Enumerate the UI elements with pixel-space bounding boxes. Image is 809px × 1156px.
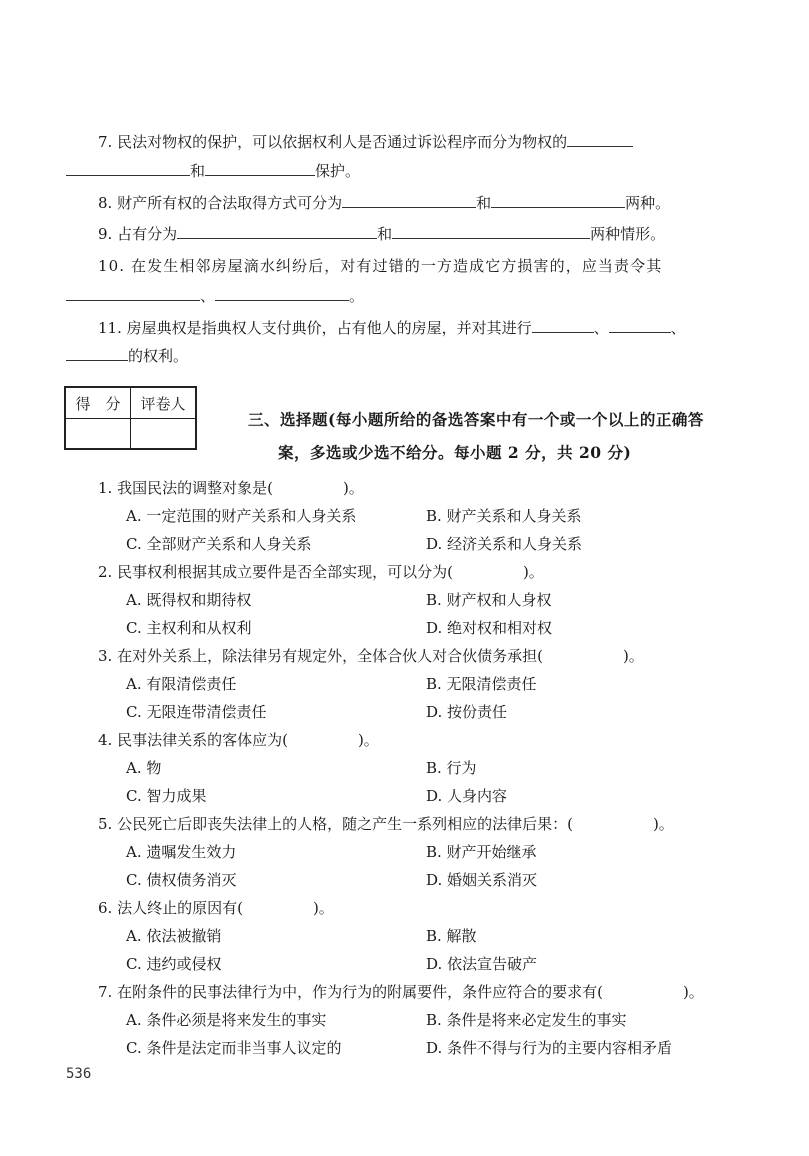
reviewer-cell[interactable] xyxy=(131,419,197,450)
question-stem-close: )。 xyxy=(357,731,379,749)
question-4-option-a[interactable]: A. 物 xyxy=(126,759,162,777)
question-5-option-c[interactable]: C. 债权债务消灭 xyxy=(126,871,237,889)
question-stem-text: 1. 我国民法的调整对象是( xyxy=(98,479,273,497)
fill-q8-and: 和 xyxy=(476,194,492,212)
fill-q10-line2 xyxy=(66,286,364,306)
question-5-option-b[interactable]: B. 财产开始继承 xyxy=(426,843,537,861)
fill-q10-text: 10. 在发生相邻房屋滴水纠纷后，对有过错的一方造成它方损害的，应当责令其 xyxy=(98,257,663,275)
question-stem-close: )。 xyxy=(682,983,704,1001)
fill-q8-blank-1[interactable] xyxy=(342,193,476,208)
section3-title-line2: 案，多选或少选不给分。每小题 2 分，共 20 分) xyxy=(278,443,632,462)
fill-q7-blank-1a[interactable] xyxy=(567,132,633,147)
fill-q11-sep2: 、 xyxy=(670,319,686,337)
question-7-option-c[interactable]: C. 条件是法定而非当事人议定的 xyxy=(126,1039,342,1057)
question-3-option-a[interactable]: A. 有限清偿责任 xyxy=(126,675,237,693)
score-table xyxy=(64,386,197,450)
fill-q10-sep: 、 xyxy=(200,287,216,305)
fill-q7-blank-2[interactable] xyxy=(205,161,315,176)
fill-q10-line1 xyxy=(98,256,662,276)
question-6-option-c[interactable]: C. 违约或侵权 xyxy=(126,955,222,973)
question-stem-close: )。 xyxy=(522,563,544,581)
fill-q9-line xyxy=(98,224,665,244)
question-stem-close: )。 xyxy=(312,899,334,917)
section3-title-line1: 三、选择题(每小题所给的备选答案中有一个或一个以上的正确答 xyxy=(248,410,704,429)
fill-q9-blank-1[interactable] xyxy=(177,224,377,239)
question-1-option-a[interactable]: A. 一定范围的财产关系和人身关系 xyxy=(126,507,357,525)
fill-q7-blank-1b[interactable] xyxy=(66,161,190,176)
question-2-option-d[interactable]: D. 绝对权和相对权 xyxy=(426,619,553,637)
question-7-option-d[interactable]: D. 条件不得与行为的主要内容相矛盾 xyxy=(426,1039,673,1057)
score-cell[interactable] xyxy=(65,419,131,450)
question-7-option-a[interactable]: A. 条件必须是将来发生的事实 xyxy=(126,1011,327,1029)
fill-q8-end: 两种。 xyxy=(625,194,671,212)
question-1-stem xyxy=(98,478,364,498)
question-6-option-d[interactable]: D. 依法宣告破产 xyxy=(426,955,538,973)
question-5-option-d[interactable]: D. 婚姻关系消灭 xyxy=(426,871,538,889)
page-number: 536 xyxy=(66,1066,92,1082)
fill-q10-blank-1[interactable] xyxy=(66,286,200,301)
question-stem-text: 5. 公民死亡后即丧失法律上的人格，随之产生一系列相应的法律后果：( xyxy=(98,815,573,833)
fill-q7-end: 保护。 xyxy=(315,162,361,180)
fill-q7-line2 xyxy=(66,161,360,181)
question-stem-close: )。 xyxy=(342,479,364,497)
fill-q11-line1 xyxy=(98,318,686,338)
question-4-option-b[interactable]: B. 行为 xyxy=(426,759,477,777)
fill-q11-text: 11. 房屋典权是指典权人支付典价，占有他人的房屋，并对其进行 xyxy=(98,319,532,337)
question-2-stem xyxy=(98,562,544,582)
fill-q7-text: 7. 民法对物权的保护，可以依据权利人是否通过诉讼程序而分为物权的 xyxy=(98,133,568,151)
fill-q11-blank-2[interactable] xyxy=(609,318,671,333)
question-stem-text: 6. 法人终止的原因有( xyxy=(98,899,243,917)
fill-q8-line xyxy=(98,193,670,213)
question-7-option-b[interactable]: B. 条件是将来必定发生的事实 xyxy=(426,1011,627,1029)
question-1-option-c[interactable]: C. 全部财产关系和人身关系 xyxy=(126,535,312,553)
fill-q11-line2 xyxy=(66,346,188,366)
question-2-option-c[interactable]: C. 主权利和从权利 xyxy=(126,619,252,637)
question-stem-text: 7. 在附条件的民事法律行为中，作为行为的附属要件，条件应符合的要求有( xyxy=(98,983,603,1001)
question-3-option-c[interactable]: C. 无限连带清偿责任 xyxy=(126,703,267,721)
question-6-option-a[interactable]: A. 依法被撤销 xyxy=(126,927,222,945)
question-2-option-b[interactable]: B. 财产权和人身权 xyxy=(426,591,552,609)
question-5-stem xyxy=(98,814,674,834)
fill-q11-blank-1[interactable] xyxy=(532,318,594,333)
fill-q7-and: 和 xyxy=(190,162,206,180)
question-1-option-b[interactable]: B. 财产关系和人身关系 xyxy=(426,507,582,525)
score-label: 得 分 xyxy=(65,387,131,419)
question-4-option-d[interactable]: D. 人身内容 xyxy=(426,787,508,805)
question-4-option-c[interactable]: C. 智力成果 xyxy=(126,787,207,805)
question-3-option-b[interactable]: B. 无限清偿责任 xyxy=(426,675,537,693)
fill-q8-blank-2[interactable] xyxy=(491,193,625,208)
question-6-stem xyxy=(98,898,334,918)
question-6-option-b[interactable]: B. 解散 xyxy=(426,927,477,945)
fill-q11-blank-3[interactable] xyxy=(66,346,128,361)
fill-q7-line1 xyxy=(98,132,633,152)
fill-q10-end: 。 xyxy=(349,287,365,305)
fill-q9-end: 两种情形。 xyxy=(590,225,666,243)
fill-q11-end: 的权利。 xyxy=(128,347,189,365)
question-stem-close: )。 xyxy=(622,647,644,665)
question-3-stem xyxy=(98,646,644,666)
fill-q9-blank-2[interactable] xyxy=(392,224,590,239)
reviewer-label: 评卷人 xyxy=(131,387,197,419)
question-stem-text: 3. 在对外关系上，除法律另有规定外，全体合伙人对合伙债务承担( xyxy=(98,647,543,665)
fill-q9-and: 和 xyxy=(377,225,393,243)
question-4-stem xyxy=(98,730,379,750)
question-7-stem xyxy=(98,982,704,1002)
question-stem-close: )。 xyxy=(652,815,674,833)
question-3-option-d[interactable]: D. 按份责任 xyxy=(426,703,508,721)
question-2-option-a[interactable]: A. 既得权和期待权 xyxy=(126,591,252,609)
fill-q11-sep1: 、 xyxy=(593,319,609,337)
fill-q8-text: 8. 财产所有权的合法取得方式可分为 xyxy=(98,194,343,212)
question-stem-text: 2. 民事权利根据其成立要件是否全部实现，可以分为( xyxy=(98,563,453,581)
fill-q9-text: 9. 占有分为 xyxy=(98,225,178,243)
question-1-option-d[interactable]: D. 经济关系和人身关系 xyxy=(426,535,583,553)
fill-q10-blank-2[interactable] xyxy=(215,286,349,301)
question-5-option-a[interactable]: A. 遗嘱发生效力 xyxy=(126,843,237,861)
question-stem-text: 4. 民事法律关系的客体应为( xyxy=(98,731,288,749)
